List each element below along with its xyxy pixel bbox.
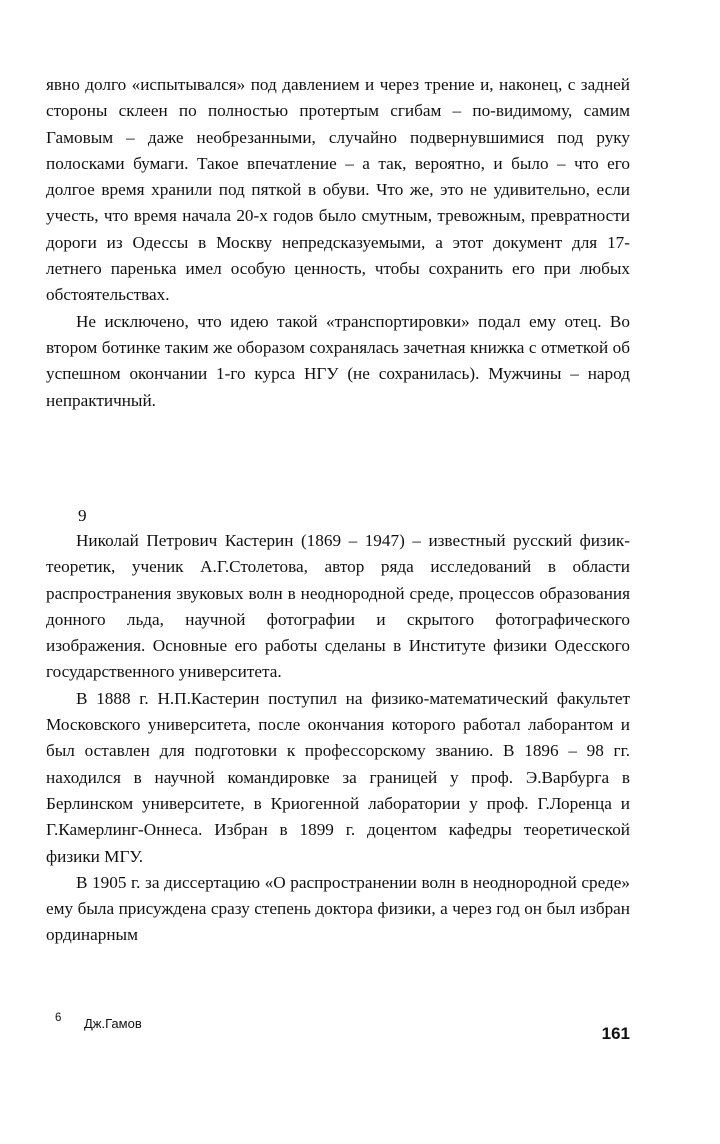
continuation-paragraph-group (46, 72, 630, 414)
kasterin-note-group (46, 528, 630, 949)
paragraph-kasterin-dissertation: В 1905 г. за диссертацию «О распространении волн в неоднородной среде» ему была присуждена сразу степень доктора физики, а через год он был избран ординарным (46, 872, 630, 945)
note-number: 9 (78, 506, 87, 525)
running-footer-author: Дж.Гамов (84, 1016, 142, 1031)
page-number: 161 (601, 1024, 630, 1043)
paragraph-kasterin-biography: Николай Петрович Кастерин (1869 – 1947) – известный русский физик-теоретик, ученик А.Г.Столетова, автор ряда исследований в области распространения звуковых волн в неоднородной среде, процессов образования донного льда, научной фотографии и скрытого фотографического изображения. Основные его работы сделаны в Институте физики Одесского государственного университета. (46, 531, 630, 682)
paragraph-transport-idea: Не исключено, что идею такой «транспортировки» подал ему отец. Во втором ботинке таким же оборазом сохранялась зачетная книжка с отметкой об успешном окончании 1-го курса НГУ (не сохранилась). Мужчины – народ непрактичный. (46, 311, 630, 410)
signature-mark: 6 (55, 1012, 62, 1024)
paragraph-kasterin-career: В 1888 г. Н.П.Кастерин поступил на физико-математический факультет Московского университета, после окончания которого работал лаборантом и был оставлен для подготовки к профессорскому званию. В 1896 – 98 гг. находился в научной командировке за границей у проф. Э.Варбурга в Берлинском университете, в Криогенной лаборатории у проф. Г.Лоренца и Г.Камерлинг-Оннеса. Избран в 1899 г. доцентом кафедры теоретической физики МГУ. (46, 688, 630, 866)
paragraph-documents-kept-in-shoe: явно долго «испытывался» под давлением и через трение и, наконец, с задней стороны склеен по полностью протертым сгибам – по-видимому, самим Гамовым – даже необрезанными, случайно подвернувшимися под руку полосками бумаги. Такое впечатление – а так, вероятно, и было – что его долгое время хранили под пяткой в обуви. Что же, это не удивительно, если учесть, что время начала 20-х годов было смутным, тревожным, превратности дороги из Одессы в Москву непредсказуемыми, а этот документ для 17-летнего паренька имел особую ценность, чтобы сохранить его при любых обстоятельствах. (46, 75, 630, 305)
